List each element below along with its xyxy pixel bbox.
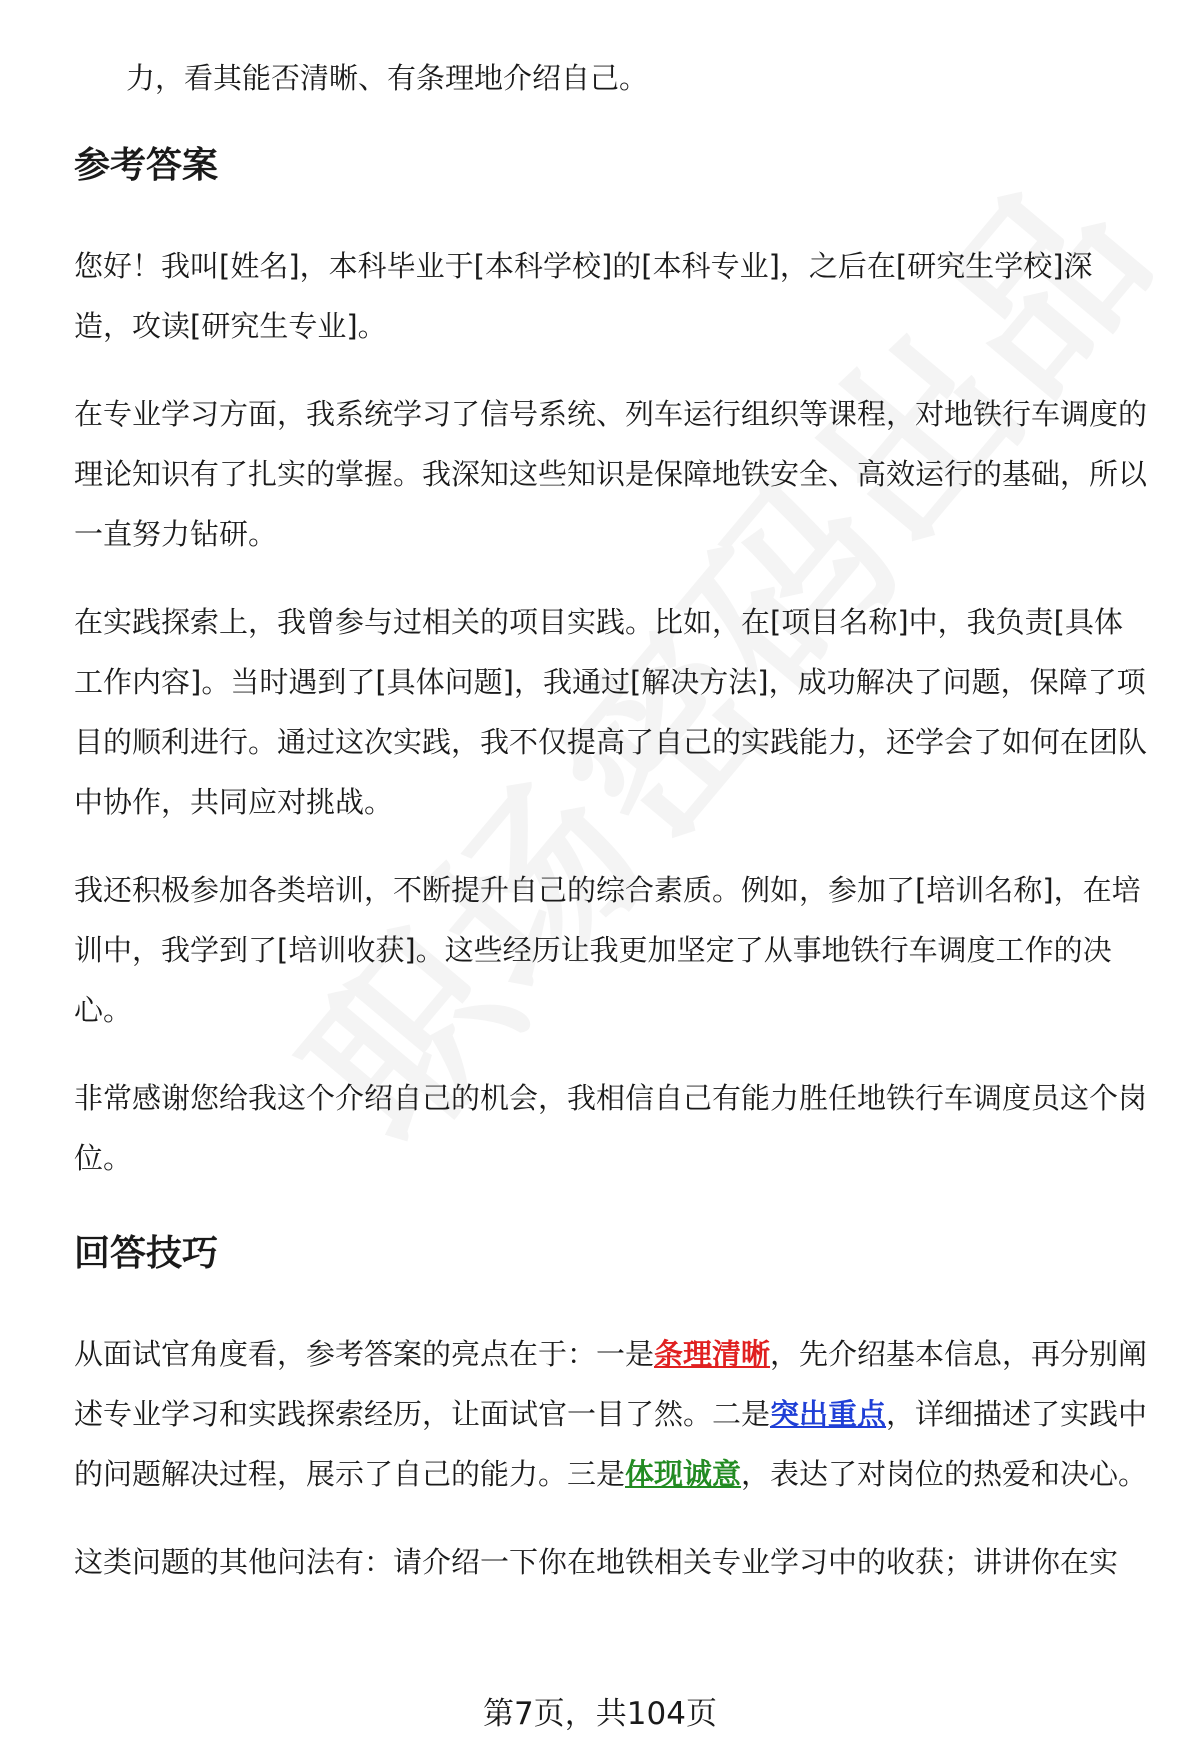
- tips-text-3: ，详细描述了实践中的问题解决过程，展示了自己的能力。三是: [74, 1397, 1148, 1491]
- answer-paragraph-5: 非常感谢您给我这个介绍自己的机会，我相信自己有能力胜任地铁行车调度员这个岗位。: [74, 1081, 1148, 1175]
- tips-paragraph: [74, 1324, 1150, 1504]
- tips-text-2: ，先介绍基本信息，再分别阐述专业学习和实践探索经历，让面试官一目了然。二是: [74, 1337, 1148, 1431]
- document-page: [74, 48, 1150, 1592]
- answer-paragraph-1: 您好！我叫[姓名]，本科毕业于[本科学校]的[本科专业]，之后在[研究生学校]深造，攻读[研究生专业]。: [74, 249, 1093, 343]
- answer-tips-heading: 回答技巧: [74, 1233, 219, 1274]
- highlight-sincerity: 体现诚意: [625, 1457, 742, 1491]
- reference-answer-heading: 参考答案: [74, 145, 219, 186]
- continuation-text: 力，看其能否清晰、有条理地介绍自己。: [126, 61, 649, 95]
- tips-text-4: ，表达了对岗位的热爱和决心。: [741, 1457, 1148, 1491]
- tips-text-1: 从面试官角度看，参考答案的亮点在于：一是: [74, 1337, 655, 1371]
- answer-paragraph-4: 我还积极参加各类培训，不断提升自己的综合素质。例如，参加了[培训名称]，在培训中，我学到了[培训收获]。这些经历让我更加坚定了从事地铁行车调度工作的决心。: [74, 873, 1141, 1027]
- highlight-key-points: 突出重点: [770, 1397, 887, 1431]
- page-number-footer: 第7页，共104页: [483, 1696, 717, 1732]
- answer-paragraph-2: 在专业学习方面，我系统学习了信号系统、列车运行组织等课程，对地铁行车调度的理论知识有了扎实的掌握。我深知这些知识是保障地铁安全、高效运行的基础，所以一直努力钻研。: [74, 397, 1148, 551]
- answer-paragraph-3: 在实践探索上，我曾参与过相关的项目实践。比如，在[项目名称]中，我负责[具体工作内容]。当时遇到了[具体问题]，我通过[解决方法]，成功解决了问题，保障了项目的顺利进行。通过这次实践，我不仅提高了自己的实践能力，还学会了如何在团队中协作，共同应对挑战。: [74, 605, 1148, 819]
- highlight-clear-structure: 条理清晰: [654, 1337, 771, 1371]
- other-questions-paragraph: 这类问题的其他问法有：请介绍一下你在地铁相关专业学习中的收获；讲讲你在实: [74, 1545, 1119, 1579]
